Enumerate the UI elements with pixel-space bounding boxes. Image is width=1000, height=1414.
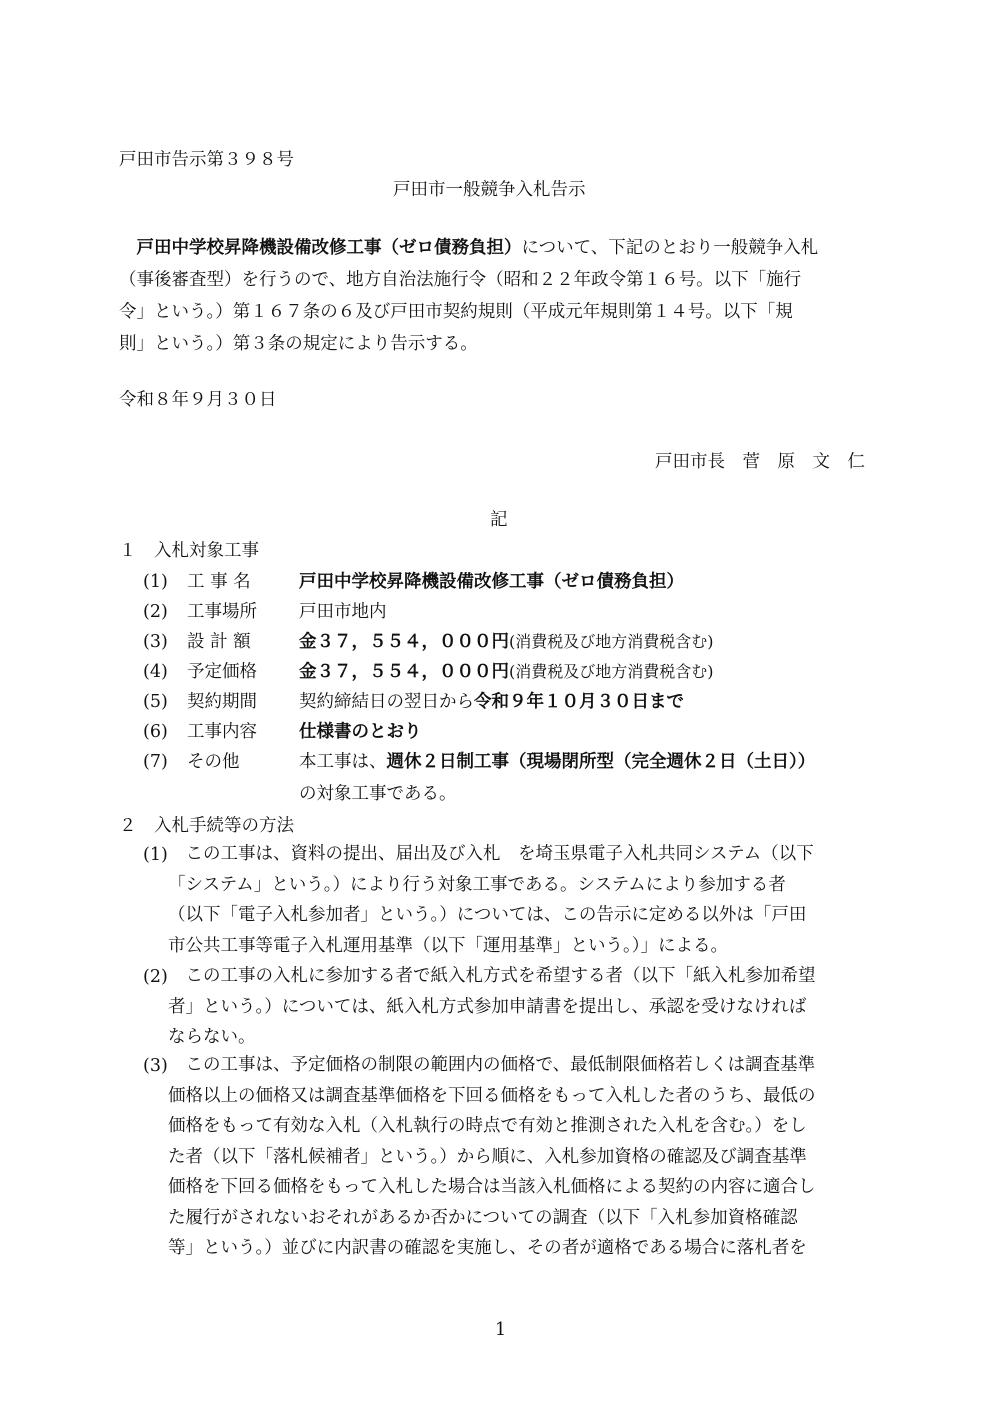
item-label: 工事内容: [187, 722, 257, 742]
value-bold: 週休２日制工事（現場閉所型（完全週休２日（土日））: [386, 752, 816, 772]
item-value: 戸田中学校昇降機設備改修工事（ゼロ債務負担）: [299, 572, 684, 592]
text-line: 市公共工事等電子入札運用基準（以下「運用基準」という。）」による。: [168, 935, 728, 956]
value-prefix: 本工事は、: [299, 752, 387, 772]
signatory: 戸田市長 菅 原 文 仁: [655, 452, 865, 472]
intro-line-2: （事後審査型）を行うので、地方自治法施行令（昭和２２年政令第１６号。以下「施行: [119, 270, 802, 290]
item-number: (3): [143, 632, 168, 652]
page-number: 1: [495, 1320, 507, 1340]
section2-heading: ２ 入札手続等の方法: [119, 816, 294, 836]
item-number: (6): [143, 722, 168, 742]
text-line: この工事は、予定価格の制限の範囲内の価格で、最低制限価格若しくは調査基準: [168, 1055, 816, 1075]
item-value: [299, 754, 815, 772]
item-label: 契約期間: [187, 692, 257, 712]
item-number: (5): [143, 692, 168, 712]
intro-line-1: [119, 232, 889, 264]
value-prefix: 契約締結日の翌日から: [299, 692, 474, 712]
item-text: [168, 1050, 888, 1264]
text-line: （以下「電子入札参加者」という。）については、この告示に定める以外は「戸田: [168, 905, 807, 925]
ki-marker: 記: [490, 510, 508, 530]
item-label: 設 計 額: [187, 632, 251, 652]
text-line: ならない。: [168, 1027, 256, 1047]
text-line: 者」という。）については、紙入札方式参加申請書を提出し、承認を受けなければ: [168, 996, 807, 1017]
item-number: (1): [143, 572, 168, 592]
text-line: 価格をもって有効な入札（入札執行の時点で有効と推測された入札を含む。）をし: [168, 1116, 807, 1136]
item-label: 工事場所: [187, 602, 257, 622]
text-line: 等」という。）並びに内訳書の確認を実施し、その者が適格である場合に落札者を: [168, 1238, 807, 1258]
item-value: [299, 694, 684, 712]
text-line: た履行がされないおそれがあるか否かについての調査（以下「入札参加資格確認: [168, 1207, 798, 1228]
notice-number: 戸田市告示第３９８号: [119, 150, 294, 170]
text-line: この工事の入札に参加する者で紙入札方式を希望する者（以下「紙入札参加希望: [168, 966, 816, 986]
intro-line-4: 則」という。）第３条の規定により告示する。: [119, 334, 478, 354]
item-label: 工 事 名: [187, 572, 251, 592]
item-text: [168, 961, 888, 1053]
item-value: 戸田市地内: [299, 602, 387, 622]
section1-heading: １ 入札対象工事: [119, 541, 259, 561]
text-line: 「システム」という。）により行う対象工事である。システムにより参加する者: [168, 874, 786, 895]
amount: 金３７，５５４，０００円: [299, 662, 509, 682]
notice-title: 戸田市一般競争入札告示: [393, 180, 586, 200]
item-value: 仕様書のとおり: [299, 722, 422, 742]
item-value-line2: の対象工事である。: [299, 784, 457, 804]
text-line: この工事は、資料の提出、届出及び入札 を埼玉県電子入札共同システム（以下: [168, 844, 814, 864]
item-label: その他: [187, 752, 240, 772]
tax-note: (消費税及び地方消費税含む): [509, 662, 714, 681]
item-number: (7): [143, 752, 168, 772]
intro-paragraph: [119, 232, 889, 360]
item-text: [168, 839, 888, 961]
item-number: (2): [143, 967, 168, 987]
intro-line-3: 令」という。）第１６７条の６及び戸田市契約規則（平成元年規則第１４号。以下「規: [119, 302, 793, 322]
item-number: (3): [143, 1056, 168, 1076]
text-line: 価格以上の価格又は調査基準価格を下回る価格をもって入札した者のうち、最低の: [168, 1085, 816, 1106]
item-number: (2): [143, 602, 168, 622]
item-label: 予定価格: [187, 662, 257, 682]
intro-line1-rest: について、下記のとおり一般競争入札: [521, 238, 819, 258]
item-number: (4): [143, 662, 168, 682]
value-bold: 令和９年１０月３０日まで: [474, 692, 684, 712]
text-line: 価格を下回る価格をもって入札した場合は当該入札価格による契約の内容に適合し: [168, 1177, 816, 1197]
item-value: [299, 634, 714, 652]
item-number: (1): [143, 845, 168, 865]
intro-project-name: 戸田中学校昇降機設備改修工事（ゼロ債務負担）: [136, 238, 522, 258]
amount: 金３７，５５４，０００円: [299, 632, 509, 652]
notice-date: 令和８年９月３０日: [119, 390, 277, 410]
tax-note: (消費税及び地方消費税含む): [509, 632, 714, 651]
text-line: た者（以下「落札候補者」という。）から順に、入札参加資格の確認及び調査基準: [168, 1146, 807, 1167]
item-value: [299, 664, 714, 682]
